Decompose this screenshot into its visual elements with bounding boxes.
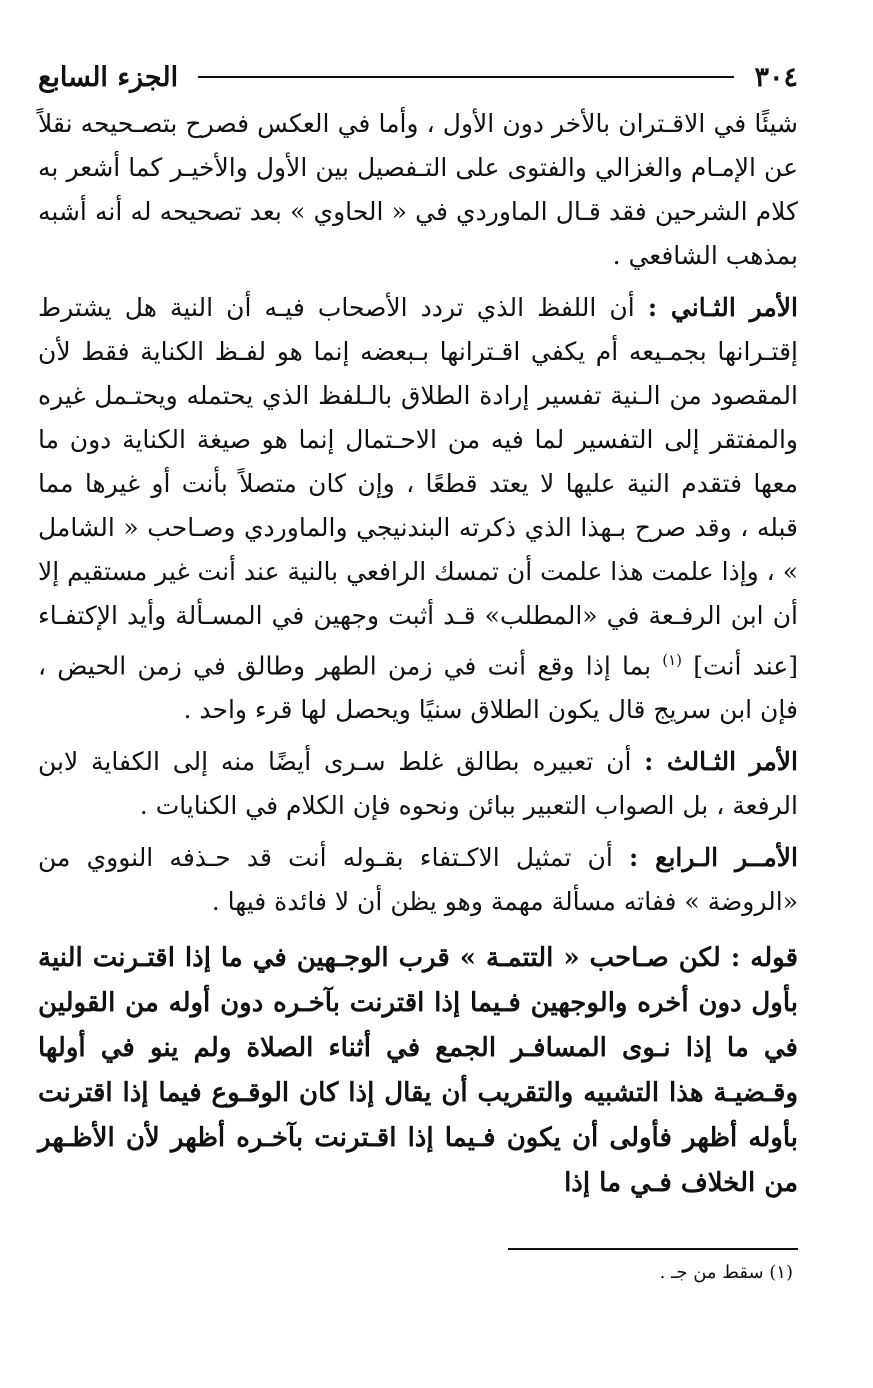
paragraph-3 xyxy=(38,740,798,828)
footnote: (١) سقط من جـ . xyxy=(659,1262,793,1283)
paragraph-5-text: قوله : لكن صـاحب « التتمـة » قرب الوجـهين في ما إذا اقتـرنت النية بأول دون أخره والوجهين فـيما إذا اقترنت بآخـره دون أوله من القولين في ما إذا نـوى المسافـر الجمع في أثناء الصلاة ولم ينو في أولها وقـضيـة هذا التشبيه والتقريب أن يقال إذا كان الوقـوع فيما إذا اقترنت بأوله أظهر فأولى أن يكون فـيما إذا اقـترنت بآخـره أظهر لأن الأظـهر من الخلاف فـي ما إذا xyxy=(38,943,798,1199)
document-page xyxy=(38,52,798,1214)
paragraph-2-lead: الأمر الثـاني : xyxy=(647,293,798,322)
paragraph-1 xyxy=(38,102,798,278)
footnote-reference: (١) xyxy=(662,651,683,669)
paragraph-4-text: أن تمثيل الاكـتفاء بقـوله أنت قد حـذفه النووي من «الروضة » ففاته مسألة مهمة وهو يظن أن لا فائدة فيها . xyxy=(38,843,798,917)
paragraph-4-lead: الأمــر الـرابع : xyxy=(628,843,798,873)
paragraph-2-text: أن اللفظ الذي تردد الأصحاب فيـه أن النية هل يشترط إقتـرانها بجمـيعه أم يكفي اقـترانها بـبعضه إنما هو لفـظ الكناية فقط لأن المقصود من الـنية تفسير إرادة الطلاق بالـلفظ الذي يحتمله ويحتـمل غيره والمفتقر إلى التفسير لما فيه من الاحـتمال إنما هو صيغة الكناية دون ما معها فتقدم النية عليها لا يعتد قطعًا ، وإن كان متصلاً بأنت أو غيرها مما قبله ، وقد صرح بـهذا الذي ذكرته البندنيجي والماوردي وصـاحب « الشامل » ، وإذا علمت هذا علمت أن تمسك الرافعي بالنية عند أنت غير مستقيم إلا أن ابن الرفـعة في «المطلب» قـد أثبت وجهين في المسـألة وأيد الإكتفـاء [عند أنت] xyxy=(38,293,798,681)
paragraph-3-text: أن تعبيره بطالق غلط سـرى أيضًا منه إلى الكفاية لابن الرفعة ، بل الصواب التعبير ببائن ونحوه فإن الكلام في الكنايات . xyxy=(38,747,798,821)
running-header xyxy=(38,52,798,102)
footnote-rule xyxy=(508,1248,798,1250)
paragraph-2-tail: بما إذا وقع أنت في زمن الطهر وطالق في زمن الحيض ، فإن ابن سريج قال يكون الطلاق سنيًا ويحصل لها قرء واحد . xyxy=(38,651,798,725)
paragraph-5 xyxy=(38,936,798,1206)
page-number: ٣٠٤ xyxy=(754,61,798,93)
header-rule xyxy=(198,76,734,78)
paragraph-4 xyxy=(38,836,798,924)
paragraph-3-lead: الأمر الثـالث : xyxy=(644,747,798,777)
paragraph-1-text: شيئًا في الاقـتران بالأخر دون الأول ، وأما في العكس فصرح بتصـحيحه نقلاً عن الإمـام والغزالي والفتوى على التـفصيل بين الأول والأخيـر كما أشعر به كلام الشرحين فقد قـال الماوردي في « الحاوي » بعد تصحيحه له أنه أشبه بمذهب الشافعي . xyxy=(38,109,798,270)
running-title: الجزء السابع xyxy=(38,61,179,93)
paragraph-2 xyxy=(38,286,798,732)
